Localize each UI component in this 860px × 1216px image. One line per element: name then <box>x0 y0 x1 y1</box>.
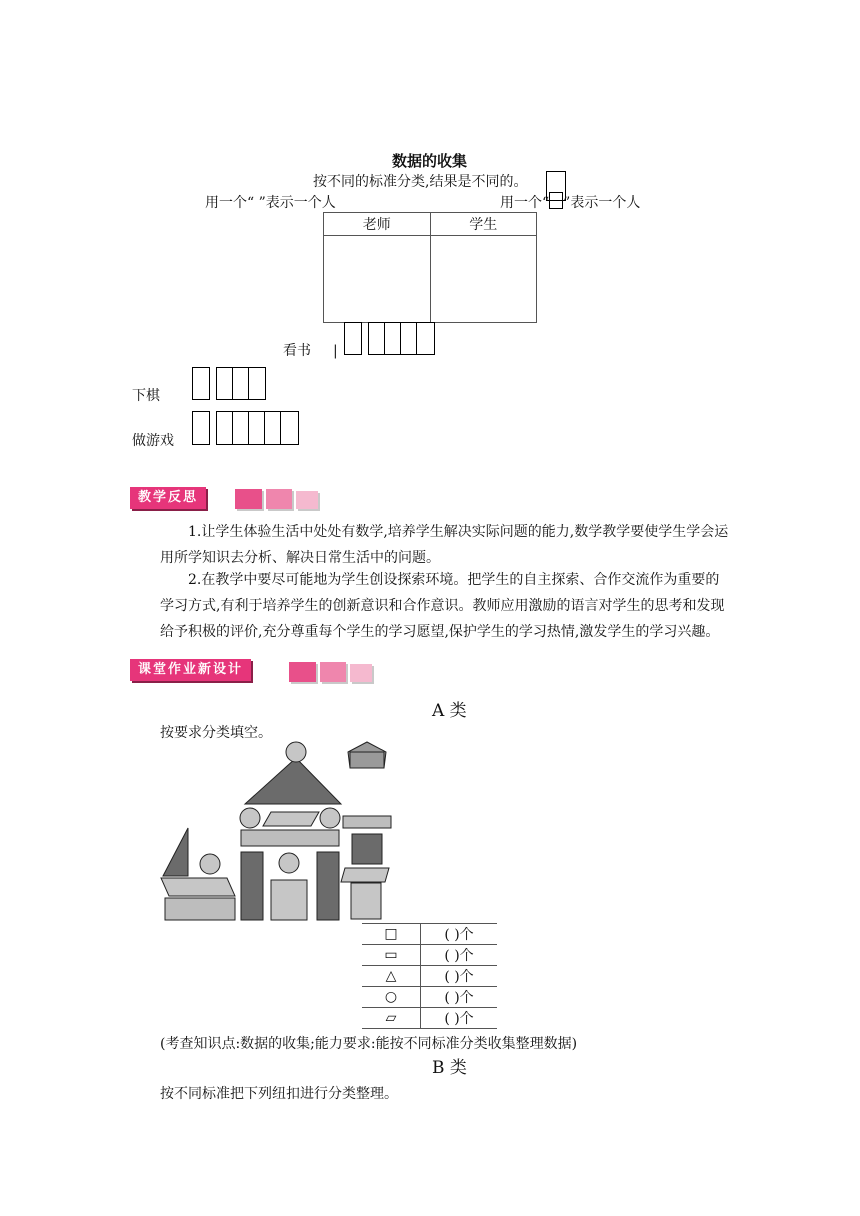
tally-box <box>344 322 362 355</box>
reflection-paragraph-1: 1.让学生体验生活中处处有数学,培养学生解决实际问题的能力,数学教学要使学生学会运用所学知识去分析、解决日常生活中的问题。 <box>160 524 729 566</box>
circle-shape <box>240 808 260 828</box>
table-row <box>362 945 497 966</box>
table-row <box>362 1008 497 1029</box>
section-subtitle: 按不同的标准分类,结果是不同的。 <box>313 174 528 190</box>
banner-square-1 <box>235 489 262 509</box>
square-shape <box>271 880 307 920</box>
row-label-chess: 下棋 <box>132 388 160 404</box>
banner-square-1 <box>289 662 316 682</box>
table-row <box>362 966 497 987</box>
triangle-shape <box>245 758 341 804</box>
parallelogram-shape <box>341 868 389 882</box>
a-class-title: A 类 <box>432 701 467 721</box>
square-shape <box>350 752 384 768</box>
symbol-circle: ○ <box>362 987 421 1008</box>
rectangle-shape <box>343 816 391 828</box>
b-class-instruction: 按不同标准把下列纽扣进行分类整理。 <box>160 1086 398 1102</box>
tally-box <box>248 367 266 400</box>
table-header-teacher: 老师 <box>324 213 431 236</box>
tally-box <box>192 367 210 400</box>
count-blank[interactable]: ( )个 <box>421 1008 498 1029</box>
count-blank[interactable]: ( )个 <box>421 945 498 966</box>
tally-box <box>416 322 435 355</box>
rectangle-shape <box>317 852 339 920</box>
legend-right-post: ”表示一个人 <box>563 195 641 211</box>
a-class-instruction: 按要求分类填空。 <box>160 725 272 741</box>
symbol-square: □ <box>362 924 421 945</box>
symbol-triangle: △ <box>362 966 421 987</box>
rectangle-shape <box>241 852 263 920</box>
table-row <box>362 924 497 945</box>
section-title: 数据的收集 <box>392 152 468 170</box>
parallelogram-shape <box>161 878 235 896</box>
banner-square-2 <box>320 662 346 682</box>
circle-shape <box>200 854 220 874</box>
parallelogram-shape <box>263 812 319 826</box>
symbol-parallelogram: ▱ <box>362 1008 421 1029</box>
legend-right-square-icon <box>549 192 563 209</box>
shape-count-table <box>362 923 497 1029</box>
symbol-rectangle: ▭ <box>362 945 421 966</box>
teacher-student-table <box>323 212 537 323</box>
homework-banner: 课堂作业新设计 <box>130 659 251 681</box>
count-blank[interactable]: ( )个 <box>421 987 498 1008</box>
circle-shape <box>279 853 299 873</box>
banner-square-2 <box>266 489 292 509</box>
row-label-games: 做游戏 <box>132 433 174 449</box>
circle-shape <box>320 808 340 828</box>
knowledge-note: (考查知识点:数据的收集;能力要求:能按不同标准分类收集整理数据) <box>160 1036 578 1052</box>
reflection-paragraph-2: 2.在教学中要尽可能地为学生创设探索环境。把学生的自主探索、合作交流作为重要的学习方式,有利于培养学生的创新意识和合作意识。教师应用激励的语言对学生的思考和发现给予积极的评价,充分尊重每个学生的学习愿望,保护学生的学习热情,激发学生的学习兴趣。 <box>160 572 725 640</box>
legend-left: 用一个“ ”表示一个人 <box>205 195 336 211</box>
banner-square-3 <box>350 664 372 682</box>
table-cell-student <box>430 236 537 323</box>
building-blocks-figure <box>155 740 400 925</box>
square-shape <box>352 834 382 864</box>
count-blank[interactable]: ( )个 <box>421 924 498 945</box>
row-marker: | <box>333 343 338 359</box>
triangle-shape <box>163 828 188 876</box>
rectangle-shape <box>165 898 235 920</box>
row-label-reading: 看书 <box>283 343 311 359</box>
square-shape <box>351 883 381 919</box>
table-header-student: 学生 <box>430 213 537 236</box>
rectangle-shape <box>241 830 339 846</box>
legend-right-pre: 用一个“ <box>500 195 550 211</box>
table-row <box>362 987 497 1008</box>
tally-box <box>280 411 299 445</box>
banner-square-3 <box>296 491 318 509</box>
table-cell-teacher <box>324 236 431 323</box>
b-class-title: B 类 <box>432 1058 467 1078</box>
circle-shape <box>286 742 306 762</box>
tally-box <box>192 411 210 445</box>
count-blank[interactable]: ( )个 <box>421 966 498 987</box>
reflection-banner: 教学反思 <box>130 487 206 509</box>
legend-right <box>500 192 640 214</box>
